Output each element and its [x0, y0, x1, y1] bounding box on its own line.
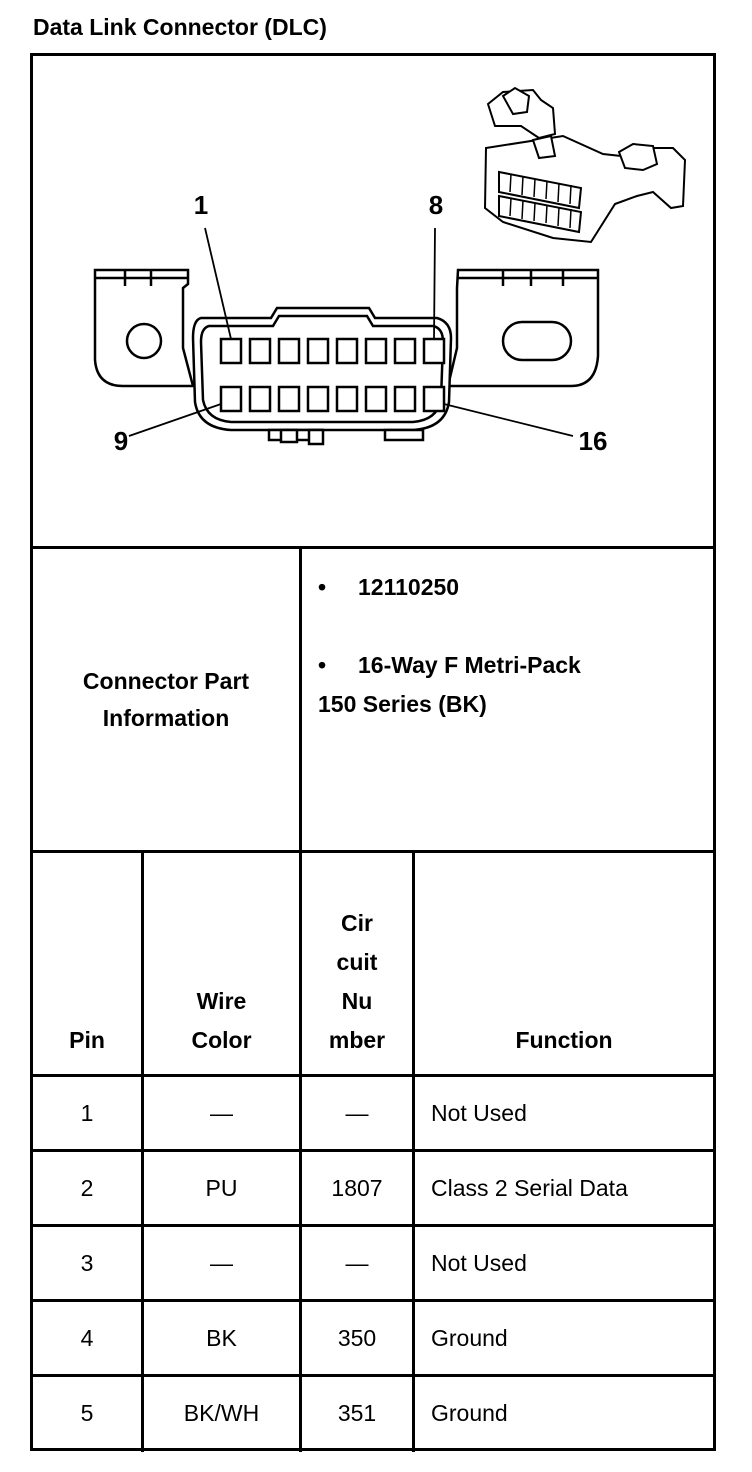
circuit-cell: —: [345, 1099, 369, 1126]
connector-front-view: [95, 228, 598, 444]
pin-label-16: 16: [578, 426, 608, 456]
header-nu-text: Nu: [341, 988, 373, 1014]
connector-part-number: • 12110250: [318, 574, 460, 600]
function-cell: Class 2 Serial Data: [431, 1174, 628, 1201]
connector-info-label: Connector Part Information: [82, 667, 250, 731]
part-number-text: 12110250: [358, 574, 460, 600]
circuit-cell: 1807: [331, 1174, 383, 1201]
circuit-cell: 350: [337, 1324, 377, 1351]
pin-cell: 4: [80, 1324, 94, 1351]
connector-diagram: [33, 56, 713, 548]
wire-color-cell: —: [210, 1249, 233, 1276]
pin-cell: 3: [80, 1249, 94, 1276]
header-wire-text: Wire: [196, 988, 247, 1014]
pin-cell: 5: [80, 1399, 94, 1426]
function-cell: Ground: [431, 1324, 508, 1351]
connector-info-list: [318, 568, 708, 724]
circuit-cell: —: [345, 1249, 369, 1276]
connector-type-line-1: 16-Way F Metri-Pack: [358, 652, 581, 678]
pin-cell: 1: [80, 1099, 94, 1126]
header-cuit-text: cuit: [336, 949, 378, 975]
function-cell: Ground: [431, 1399, 508, 1426]
pin-cell: 2: [80, 1174, 94, 1201]
header-pin-text: Pin: [69, 1027, 105, 1053]
header-color-text: Color: [191, 1027, 252, 1053]
column-header-circuit-number: [302, 853, 412, 1074]
circuit-cell: 351: [337, 1399, 377, 1426]
pin-label-9: 9: [113, 426, 129, 456]
connector-type-line-2: 150 Series (BK): [318, 691, 487, 717]
dlc-connector-illustration: [33, 56, 713, 548]
wire-color-cell: BK: [206, 1324, 237, 1351]
header-cir-text: Cir: [341, 910, 373, 936]
function-cell: Not Used: [431, 1249, 527, 1276]
function-cell: Not Used: [431, 1099, 527, 1126]
wire-color-cell: —: [210, 1099, 233, 1126]
pin-label-8: 8: [428, 190, 444, 220]
wire-color-cell: PU: [205, 1174, 238, 1201]
header-mber-text: mber: [328, 1027, 386, 1053]
column-header-wire-color: [144, 853, 299, 1074]
page-title: Data Link Connector (DLC): [33, 14, 327, 40]
column-header-function: [415, 853, 713, 1074]
connector-type: • 16-Way F Metri-Pack 150 Series (BK): [318, 652, 581, 717]
pin-label-1: 1: [193, 190, 209, 220]
header-function-text: Function: [515, 1027, 613, 1053]
connector-3d-icon: [485, 88, 685, 242]
wire-color-cell: BK/WH: [183, 1399, 260, 1426]
column-header-pin: [33, 853, 141, 1074]
